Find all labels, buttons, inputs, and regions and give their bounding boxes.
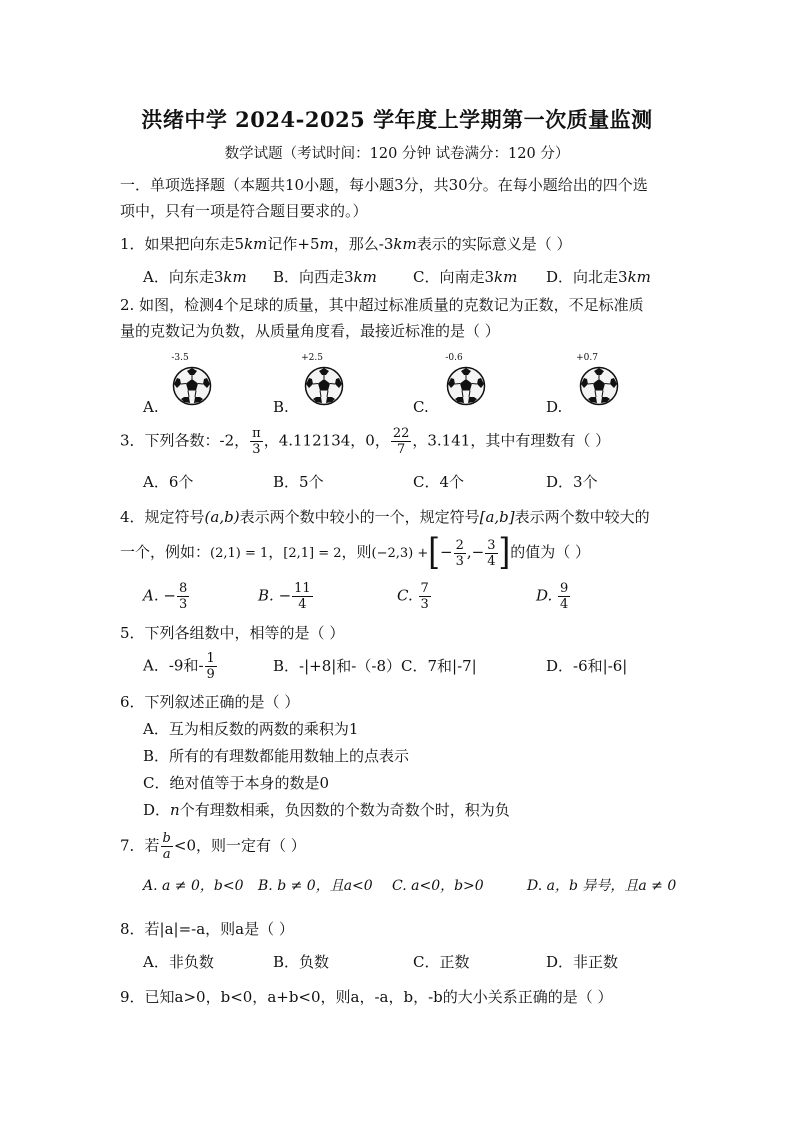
soccer-ball-icon — [304, 366, 344, 406]
soccer-ball-icon — [172, 366, 212, 406]
q4-option-b[interactable]: B. − $\frac{11}{4}$ — [258, 581, 311, 612]
q2-ball-b-value: +2.5 — [301, 353, 323, 363]
q2-ball-a-value: -3.5 — [171, 353, 189, 363]
right-bracket: ] — [498, 531, 511, 574]
q6-option-a[interactable]: A．互为相反数的两数的乘积为1 — [143, 720, 359, 738]
left-bracket: [ — [428, 531, 441, 574]
q1-option-c[interactable]: C．向南走3km — [413, 268, 518, 286]
q6-option-b[interactable]: B．所有的有理数都能用数轴上的点表示 — [143, 747, 410, 765]
q1-option-b[interactable]: B．向西走3km — [273, 268, 377, 286]
q8-option-c[interactable]: C．正数 — [413, 953, 470, 971]
q4-option-a[interactable]: A. − $\frac{8}{3}$ — [143, 581, 188, 612]
question-2-stem-line2: 量的克数记为负数，从质量角度看，最接近标准的是（ ） — [120, 322, 500, 340]
q2-option-d[interactable]: D. — [546, 398, 563, 416]
fraction-b-over-a: $\frac{b}{a}$ — [162, 831, 171, 862]
question-6-stem: 6．下列叙述正确的是（ ） — [120, 693, 300, 711]
soccer-ball-icon — [579, 366, 619, 406]
question-7-stem: 7．若 $\frac{b}{a}$ <0，则一定有（ ） — [120, 831, 306, 862]
q7-option-a[interactable]: A. a ≠ 0，b<0 — [143, 878, 244, 894]
q2-ball-d-value: +0.7 — [576, 353, 598, 363]
q8-option-b[interactable]: B．负数 — [273, 953, 330, 971]
fraction-pi-over-3: $\frac{\pi}{3}$ — [252, 426, 261, 457]
section-heading-line1: 一．单项选择题（本题共10小题，每小题3分，共30分。在每小题给出的四个选 — [120, 176, 648, 194]
q6-option-d[interactable]: D．n个有理数相乘，负因数的个数为奇数个时，积为负 — [143, 801, 510, 819]
exam-title: 洪绪中学 2024-2025 学年度上学期第一次质量监测 — [141, 107, 653, 132]
q3-option-c[interactable]: C．4个 — [413, 473, 465, 491]
question-5-stem: 5．下列各组数中，相等的是（ ） — [120, 624, 345, 642]
q3-option-b[interactable]: B．5个 — [273, 473, 324, 491]
section-heading-line2: 项中，只有一项是符合题目要求的。） — [120, 202, 368, 220]
q8-option-d[interactable]: D．非正数 — [546, 953, 619, 971]
q4-option-d[interactable]: D. $\frac{9}{4}$ — [536, 581, 569, 612]
q5-option-a[interactable]: A．-9和- $\frac{1}{9}$ — [143, 651, 215, 682]
q3-option-d[interactable]: D．3个 — [546, 473, 598, 491]
question-3-stem: 3．下列各数：-2， $\frac{\pi}{3}$ ，4.112134，0， $\frac{22}{7}$ ，3.141，其中有理数有（ ） — [120, 426, 611, 457]
q3-option-a[interactable]: A．6个 — [143, 473, 194, 491]
q7-option-c[interactable]: C. a<0，b>0 — [392, 878, 484, 894]
fraction-22-over-7: $\frac{22}{7}$ — [392, 426, 410, 457]
question-1-stem: 1．如果把向东走5km记作+5m，那么-3km表示的实际意义是（ ） — [120, 235, 572, 253]
q1-option-a[interactable]: A．向东走3km — [143, 268, 247, 286]
q1-option-d[interactable]: D．向北走3km — [546, 268, 651, 286]
question-9-stem: 9．已知a>0，b<0，a+b<0，则a，-a，b，-b的大小关系正确的是（ ） — [120, 988, 613, 1006]
question-8-stem: 8．若|a|=-a，则a是（ ） — [120, 920, 294, 938]
exam-subtitle: 数学试题（考试时间：120 分钟 试卷满分：120 分） — [224, 146, 570, 162]
fraction-2-over-3: $\frac{2}{3}$ — [455, 537, 464, 569]
question-2-stem-line1: 2. 如图，检测4个足球的质量，其中超过标准质量的克数记为正数，不足标准质 — [120, 296, 644, 314]
q2-option-a[interactable]: A. — [143, 398, 159, 416]
fraction-3-over-4: $\frac{3}{4}$ — [487, 537, 496, 569]
q7-option-d[interactable]: D. a，b 异号，且a ≠ 0 — [527, 878, 677, 894]
q7-option-b[interactable]: B. b ≠ 0，且a<0 — [258, 878, 373, 894]
soccer-ball-icon — [446, 366, 486, 406]
q4-option-c[interactable]: C. $\frac{7}{3}$ — [397, 581, 429, 612]
q8-option-a[interactable]: A．非负数 — [143, 953, 214, 971]
q2-ball-c-value: -0.6 — [445, 353, 463, 363]
q5-option-b-c[interactable]: B．-|+8|和-（-8）C．7和|-7| — [273, 657, 477, 675]
q5-option-d[interactable]: D．-6和|-6| — [546, 657, 628, 675]
question-4-stem-line1: 4．规定符号(a,b)表示两个数中较小的一个，规定符号[a,b]表示两个数中较大的 — [120, 508, 650, 526]
q2-option-b[interactable]: B. — [273, 398, 289, 416]
q6-option-c[interactable]: C．绝对值等于本身的数是0 — [143, 774, 330, 792]
question-4-stem-line2: 一个，例如：(2,1) = 1，[2,1] = 2，则(−2,3) +[− $\frac{2}{3}$ ,− $\frac{3}{4}$ ]的值为（ ） — [120, 531, 591, 574]
q2-option-c[interactable]: C. — [413, 398, 429, 416]
